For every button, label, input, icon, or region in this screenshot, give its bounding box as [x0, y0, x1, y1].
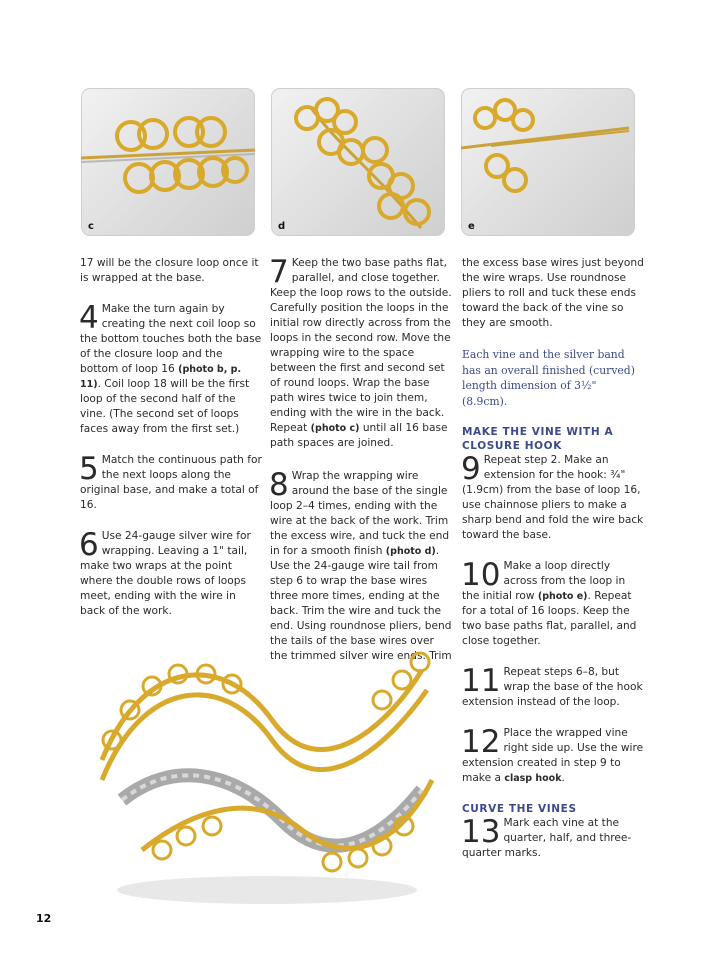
step-13: [462, 816, 644, 861]
step-number: 6: [79, 527, 99, 563]
step-text: Make a loop directly across from the loop in the initial row: [462, 560, 626, 602]
step-text: . Use the 24-gauge wire tail from step 6 to wrap the base wires three more times, ending at the back. Trim the wire and tuck the end. Using roundnose pliers, bend the tails of the base wires over the trimmed silver wire ends. Trim: [270, 545, 452, 662]
photo-label: e: [468, 221, 475, 232]
step-number: 9: [461, 451, 481, 487]
bracelet-illustration: [82, 640, 452, 910]
photo-label: c: [88, 221, 94, 232]
photo-c: [81, 88, 255, 236]
gold-loops-illustration: [81, 88, 255, 236]
step-12: [462, 726, 644, 786]
callout-note: Each vine and the silver band has an overall finished (curved) length dimension of 3½" (8.9cm).: [462, 348, 635, 408]
step-7: [270, 256, 452, 451]
step-text: .: [561, 772, 565, 784]
photo-d: [271, 88, 445, 236]
step-number: 5: [79, 451, 99, 487]
step-text: Match the continuous path for the next loops along the original base, and make a total of 16.: [80, 454, 262, 511]
step-text: Keep the two base paths flat, parallel, and close together. Keep the loop rows to the outside. Carefully position the loops in the initial row directly across from the loops in the second row. Move the wrapping wire to the space between the first and second set of round loops. Wrap the base path wires twice to join them, ending with the wire in the back. Repeat: [270, 257, 452, 434]
step-text: Repeat step 2. Make an extension for the hook: ¾" (1.9cm) from the base of loop 16, use chainnose pliers to make a sharp bend and fold the wire back toward the base.: [462, 454, 644, 541]
step-9: [462, 453, 644, 543]
column-3: [462, 256, 644, 877]
gold-loops-illustration: [271, 88, 445, 236]
column3-intro: the excess base wires just beyond the wire wraps. Use roundnose pliers to roll and tuck these ends toward the back of the vine so they are smooth.: [462, 257, 644, 329]
step-4: [80, 302, 262, 437]
step-text: Use 24-gauge silver wire for wrapping. Leaving a 1" tail, make two wraps at the point where the double rows of loops meet, ending with the wire in back of the work.: [80, 530, 251, 617]
photo-reference: (photo c): [310, 423, 360, 434]
step-8: [270, 469, 452, 664]
section-heading-curve-vines: CURVE THE VINES: [462, 803, 577, 815]
step-text: Mark each vine at the quarter, half, and three-quarter marks.: [462, 817, 632, 859]
photo-reference: (photo e): [537, 591, 588, 602]
column-1: [80, 256, 262, 635]
step-number: 8: [269, 467, 289, 503]
gold-loops-illustration: [461, 88, 635, 236]
step-text: . Coil loop 18 will be the first loop of the second half of the vine. (The second set of loops faces away from the first set.): [80, 378, 250, 435]
step-text: Repeat steps 6–8, but wrap the base of the hook extension instead of the loop.: [462, 666, 643, 708]
term-highlight: clasp hook: [504, 773, 562, 784]
step-text: Make the turn again by creating the next coil loop so the bottom touches both the base of the closure loop and the bottom of loop 16: [80, 303, 262, 375]
step-number: 13: [461, 814, 501, 850]
page-number: 12: [36, 912, 52, 925]
step-text: Wrap the wrapping wire around the base of the single loop 2–4 times, ending with the wire at the back of the work. Trim the excess wire, and tuck the end in for a smooth finish: [270, 470, 450, 557]
step-10: [462, 559, 644, 649]
column1-intro: 17 will be the closure loop once it is wrapped at the base.: [80, 257, 259, 284]
photo-e: [461, 88, 635, 236]
section-heading-closure-hook: MAKE THE VINE WITH A CLOSURE HOOK: [462, 426, 614, 452]
step-number: 4: [79, 300, 99, 336]
step-number: 10: [461, 557, 501, 593]
step-number: 11: [461, 663, 501, 699]
photo-reference: (photo d): [385, 546, 436, 557]
step-11: [462, 665, 644, 710]
step-text: until all 16 base path spaces are joined.: [270, 422, 448, 449]
step-text: Place the wrapped vine right side up. Use the wire extension created in step 9 to make a: [462, 727, 644, 784]
column-2: [270, 256, 452, 680]
step-number: 12: [461, 724, 501, 760]
step-number: 7: [269, 254, 289, 290]
step-5: [80, 453, 262, 513]
photo-label: d: [278, 221, 286, 232]
step-text: . Repeat for a total of 16 loops. Keep the two base paths flat, parallel, and close together.: [462, 590, 637, 647]
photo-reference: (photo b, p. 11): [80, 364, 242, 390]
step-6: [80, 529, 262, 619]
